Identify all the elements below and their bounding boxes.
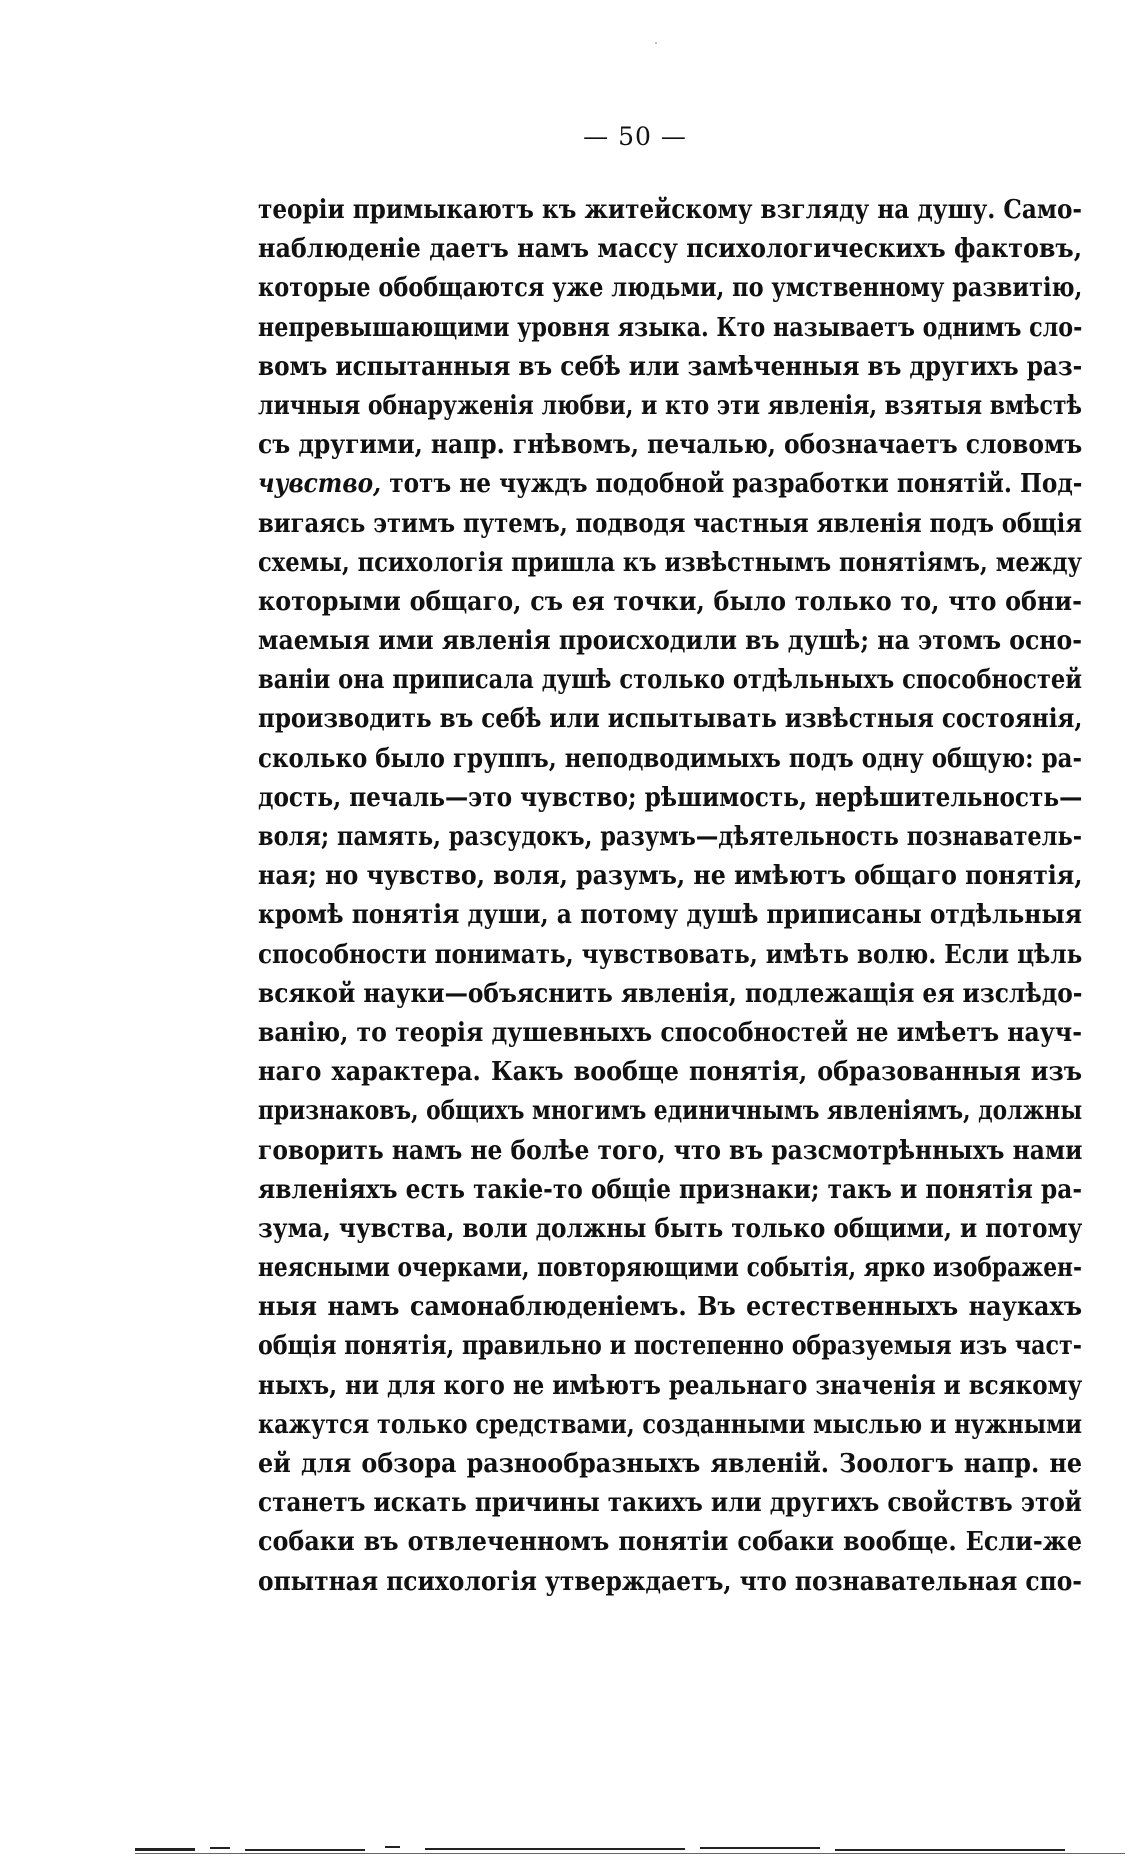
body-text <box>258 190 1082 1601</box>
text-line <box>258 582 1082 621</box>
line-text: непревышающими уровня языка. Кто называетъ однимъ сло- <box>258 311 1082 343</box>
text-line <box>258 1444 1082 1483</box>
text-line <box>258 621 1082 660</box>
text-line <box>258 739 1082 778</box>
text-line <box>258 386 1082 425</box>
line-text: производить въ себѣ или испытывать извѣстныя состоянія, <box>258 703 1082 735</box>
text-line <box>258 895 1082 934</box>
line-text: наблюденіе даетъ намъ массу психологическихъ фактовъ, <box>258 233 1082 265</box>
text-line <box>258 308 1082 347</box>
text-line <box>258 974 1082 1013</box>
line-text: личныя обнаруженія любви, и кто эти явленія, взятыя вмѣстѣ <box>258 389 1082 421</box>
text-line <box>258 935 1082 974</box>
line-text: маемыя ими явленія происходили въ душѣ; на этомъ осно- <box>258 625 1082 657</box>
line-text: которыми общаго, съ ея точки, было только то, что обни- <box>258 585 1082 617</box>
text-line <box>258 699 1082 738</box>
text-line <box>258 425 1082 464</box>
line-text: всякой науки—объяснить явленія, подлежащія ея изслѣдо- <box>258 977 1082 1009</box>
line-text: ей для обзора разнообразныхъ явленій. Зоологъ напр. не <box>258 1448 1082 1479</box>
line-text: опытная психологія утверждаетъ, что познавательная спо- <box>258 1565 1082 1597</box>
line-text: зума, чувства, воли должны быть только общими, и потому <box>258 1212 1082 1244</box>
line-text: ныхъ, ни для кого не имѣютъ реальнаго значенія и всякому <box>258 1369 1082 1401</box>
line-text: ныя намъ самонаблюденіемъ. Въ естественныхъ наукахъ <box>258 1291 1082 1323</box>
line-text: общія понятія, правильно и постепенно образуемыя изъ част- <box>258 1330 1082 1362</box>
text-line <box>258 1209 1082 1248</box>
line-text: признаковъ, общихъ многимъ единичнымъ явленіямъ, должны <box>258 1095 1082 1127</box>
text-line <box>258 660 1082 699</box>
text-line <box>258 190 1082 229</box>
line-text: кромѣ понятія души, а потому душѣ приписаны отдѣльныя <box>258 899 1082 931</box>
line-text: воля; память, разсудокъ, разумъ—дѣятельность познаватель- <box>258 821 1082 852</box>
text-line <box>258 347 1082 386</box>
text-line <box>258 1170 1082 1209</box>
line-text: сколько было группъ, неподводимыхъ подъ одну общую: ра- <box>258 742 1082 774</box>
text-line <box>258 1366 1082 1405</box>
text-line <box>258 1091 1082 1130</box>
text-line <box>258 1131 1082 1170</box>
text-line <box>258 543 1082 582</box>
text-line <box>258 1483 1082 1522</box>
line-text: станетъ искать причины такихъ или другихъ свойствъ этой <box>258 1487 1082 1519</box>
line-text: кажутся только средствами, созданными мыслью и нужными <box>258 1408 1082 1440</box>
line-text: которые обобщаются уже людьми, по умственному развитію, <box>258 272 1082 304</box>
text-line <box>258 1562 1082 1601</box>
italic-term: чувство, <box>258 468 382 500</box>
line-text: явленіяхъ есть такіе-то общіе признаки; такъ и понятія ра- <box>258 1173 1082 1205</box>
page-number: — 50 — <box>583 122 687 151</box>
text-line <box>258 1287 1082 1326</box>
line-text: схемы, психологія пришла къ извѣстнымъ понятіямъ, между <box>258 546 1082 578</box>
line-text: вигаясь этимъ путемъ, подводя частныя явленія подъ общія <box>258 507 1082 539</box>
bottom-scan-rule <box>135 1845 1135 1855</box>
line-text: теоріи примыкаютъ къ житейскому взгляду на душу. Само- <box>258 194 1082 225</box>
text-line <box>258 1405 1082 1444</box>
line-text: вомъ испытанныя въ себѣ или замѣченныя въ другихъ раз- <box>258 350 1082 382</box>
line-text: наго характера. Какъ вообще понятія, образованныя изъ <box>258 1056 1082 1088</box>
line-text: ная; но чувство, воля, разумъ, не имѣютъ общаго понятія, <box>258 860 1082 892</box>
line-text: собаки въ отвлеченномъ понятіи собаки вообще. Если-же <box>258 1526 1082 1558</box>
text-line <box>258 229 1082 268</box>
text-line <box>258 504 1082 543</box>
text-line <box>258 268 1082 307</box>
line-text: дость, печаль—это чувство; рѣшимость, нерѣшительность— <box>258 781 1082 813</box>
paper-speck <box>655 42 657 44</box>
text-line <box>258 1052 1082 1091</box>
text-line <box>258 856 1082 895</box>
line-text: неясными очерками, повторяющими событія, ярко изображен- <box>258 1252 1082 1284</box>
line-text: говорить намъ не болѣе того, что въ разсмотрѣнныхъ нами <box>258 1134 1082 1166</box>
line-text: ваніи она приписала душѣ столько отдѣльныхъ способностей <box>258 664 1082 696</box>
text-line <box>258 778 1082 817</box>
text-line <box>258 1522 1082 1561</box>
line-text: способности понимать, чувствовать, имѣть волю. Если цѣль <box>258 938 1082 970</box>
text-line <box>258 1013 1082 1052</box>
line-text: съ другими, напр. гнѣвомъ, печалью, обозначаетъ словомъ <box>258 429 1082 461</box>
line-text: ванію, то теорія душевныхъ способностей не имѣетъ науч- <box>258 1016 1082 1048</box>
text-line <box>258 464 1082 503</box>
line-text: тотъ не чуждъ подобной разработки понятій. Под- <box>381 468 1082 500</box>
text-line <box>258 1326 1082 1365</box>
text-line <box>258 1248 1082 1287</box>
text-line <box>258 817 1082 856</box>
